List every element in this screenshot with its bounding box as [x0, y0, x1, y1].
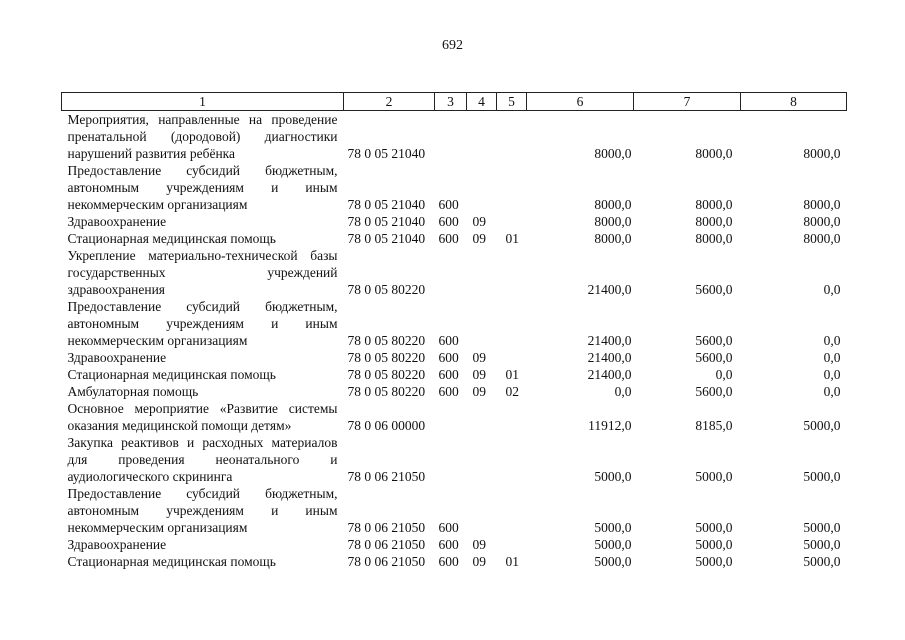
row-value-col7: 8000,0	[695, 214, 733, 229]
row-col4: 09	[472, 554, 486, 569]
row-col3: 600	[438, 350, 459, 365]
row-col5	[497, 247, 527, 298]
row-col4	[467, 400, 497, 434]
row-code: 78 0 05 21040	[347, 231, 426, 246]
row-code: 78 0 06 21050	[347, 469, 426, 484]
row-name: Закупка реактивов и расходных материалов для проведения неонатального и аудиологического скрининга	[67, 435, 338, 484]
row-col5	[497, 162, 527, 213]
row-value-col6: 21400,0	[587, 367, 632, 382]
row-value-col8: 5000,0	[803, 469, 841, 484]
row-name: Здравоохранение	[67, 214, 167, 229]
row-value-col6: 21400,0	[587, 350, 632, 365]
row-value-col7: 5600,0	[695, 384, 733, 399]
row-col3: 600	[438, 520, 459, 535]
row-value-col6: 8000,0	[594, 146, 632, 161]
row-value-col8: 8000,0	[803, 146, 841, 161]
row-col4	[467, 298, 497, 349]
row-value-col6: 21400,0	[587, 333, 632, 348]
row-code: 78 0 05 80220	[347, 350, 426, 365]
column-header: 7	[634, 93, 741, 111]
row-value-col7: 8000,0	[695, 231, 733, 246]
row-value-col8: 5000,0	[803, 537, 841, 552]
row-value-col6: 8000,0	[594, 231, 632, 246]
row-code: 78 0 06 21050	[347, 554, 426, 569]
row-value-col7: 5000,0	[695, 537, 733, 552]
row-col5	[497, 485, 527, 536]
table-row	[62, 366, 847, 383]
column-header: 8	[741, 93, 847, 111]
row-name: Предоставление субсидий бюджетным, автономным учреждениям и иным некоммерческим организациям	[67, 299, 338, 348]
row-value-col6: 8000,0	[594, 197, 632, 212]
row-code: 78 0 05 80220	[347, 333, 426, 348]
row-code: 78 0 06 21050	[347, 537, 426, 552]
row-code: 78 0 05 80220	[347, 282, 426, 297]
row-col4: 09	[472, 384, 486, 399]
row-col3	[435, 434, 467, 485]
row-col5	[497, 111, 527, 163]
row-code: 78 0 06 21050	[347, 520, 426, 535]
row-name: Стационарная медицинская помощь	[67, 367, 276, 382]
row-col5	[497, 213, 527, 230]
table-row	[62, 230, 847, 247]
row-value-col8: 0,0	[823, 350, 841, 365]
row-col5	[497, 434, 527, 485]
table-row	[62, 349, 847, 366]
row-name: Стационарная медицинская помощь	[67, 554, 276, 569]
row-name: Укрепление материально-технической базы государственных учреждений здравоохранения	[67, 248, 338, 297]
table-row	[62, 536, 847, 553]
row-col5: 02	[505, 384, 519, 399]
row-value-col8: 0,0	[823, 282, 841, 297]
column-header: 3	[435, 93, 467, 111]
row-col3	[435, 400, 467, 434]
row-value-col6: 21400,0	[587, 282, 632, 297]
row-col5	[497, 400, 527, 434]
row-name: Предоставление субсидий бюджетным, автономным учреждениям и иным некоммерческим организациям	[67, 163, 338, 212]
row-col3: 600	[438, 554, 459, 569]
row-col5: 01	[505, 231, 519, 246]
table-row	[62, 383, 847, 400]
row-col5: 01	[505, 554, 519, 569]
row-col3: 600	[438, 231, 459, 246]
row-col4	[467, 162, 497, 213]
row-code: 78 0 06 00000	[347, 418, 426, 433]
row-value-col7: 5600,0	[695, 282, 733, 297]
row-value-col7: 8000,0	[695, 197, 733, 212]
row-col3	[435, 111, 467, 163]
row-value-col8: 0,0	[823, 367, 841, 382]
row-name: Здравоохранение	[67, 537, 167, 552]
row-col4	[467, 485, 497, 536]
row-value-col7: 5600,0	[695, 333, 733, 348]
row-value-col6: 8000,0	[594, 214, 632, 229]
column-header: 2	[344, 93, 435, 111]
table-row	[62, 485, 847, 536]
row-col3: 600	[438, 333, 459, 348]
column-header: 1	[62, 93, 344, 111]
row-value-col6: 5000,0	[594, 520, 632, 535]
row-col3: 600	[438, 197, 459, 212]
row-value-col7: 5000,0	[695, 554, 733, 569]
row-col5: 01	[505, 367, 519, 382]
row-col4: 09	[472, 537, 486, 552]
row-name: Здравоохранение	[67, 350, 167, 365]
row-name: Основное мероприятие «Развитие системы оказания медицинской помощи детям»	[67, 401, 338, 433]
table-body	[62, 111, 847, 571]
row-value-col8: 8000,0	[803, 214, 841, 229]
row-code: 78 0 05 21040	[347, 146, 426, 161]
row-value-col7: 5000,0	[695, 520, 733, 535]
row-value-col6: 5000,0	[594, 554, 632, 569]
row-col4	[467, 111, 497, 163]
table-row	[62, 247, 847, 298]
row-value-col8: 0,0	[823, 333, 841, 348]
column-header: 5	[497, 93, 527, 111]
row-col4: 09	[472, 367, 486, 382]
row-col4: 09	[472, 350, 486, 365]
row-col3: 600	[438, 367, 459, 382]
row-col5	[497, 298, 527, 349]
table-row	[62, 434, 847, 485]
row-value-col7: 5000,0	[695, 469, 733, 484]
row-col5	[497, 349, 527, 366]
row-value-col8: 5000,0	[803, 418, 841, 433]
row-col5	[497, 536, 527, 553]
table-row	[62, 213, 847, 230]
row-name: Стационарная медицинская помощь	[67, 231, 276, 246]
column-header: 6	[527, 93, 634, 111]
row-col4	[467, 247, 497, 298]
row-value-col6: 0,0	[614, 384, 632, 399]
row-col3: 600	[438, 214, 459, 229]
table-row	[62, 111, 847, 163]
row-col4: 09	[472, 214, 486, 229]
row-value-col7: 5600,0	[695, 350, 733, 365]
row-col3	[435, 247, 467, 298]
row-code: 78 0 05 80220	[347, 384, 426, 399]
table-row	[62, 400, 847, 434]
row-value-col8: 5000,0	[803, 554, 841, 569]
row-value-col6: 5000,0	[594, 537, 632, 552]
table-header-row	[62, 93, 847, 111]
row-name: Мероприятия, направленные на проведение пренатальной (дородовой) диагностики нарушений развития ребёнка	[67, 112, 338, 161]
row-value-col6: 5000,0	[594, 469, 632, 484]
row-name: Амбулаторная помощь	[67, 384, 199, 399]
row-value-col8: 8000,0	[803, 197, 841, 212]
column-header: 4	[467, 93, 497, 111]
row-code: 78 0 05 21040	[347, 214, 426, 229]
row-code: 78 0 05 21040	[347, 197, 426, 212]
row-col3: 600	[438, 384, 459, 399]
budget-table	[61, 92, 847, 570]
row-col4: 09	[472, 231, 486, 246]
row-value-col8: 8000,0	[803, 231, 841, 246]
row-code: 78 0 05 80220	[347, 367, 426, 382]
row-value-col6: 11912,0	[588, 418, 632, 433]
page-number: 692	[442, 38, 463, 53]
row-value-col7: 0,0	[715, 367, 733, 382]
row-value-col7: 8000,0	[695, 146, 733, 161]
row-value-col8: 0,0	[823, 384, 841, 399]
table-row	[62, 162, 847, 213]
row-value-col8: 5000,0	[803, 520, 841, 535]
row-col4	[467, 434, 497, 485]
table-row	[62, 553, 847, 570]
row-value-col7: 8185,0	[695, 418, 733, 433]
row-col3: 600	[438, 537, 459, 552]
row-name: Предоставление субсидий бюджетным, автономным учреждениям и иным некоммерческим организациям	[67, 486, 338, 535]
table-row	[62, 298, 847, 349]
